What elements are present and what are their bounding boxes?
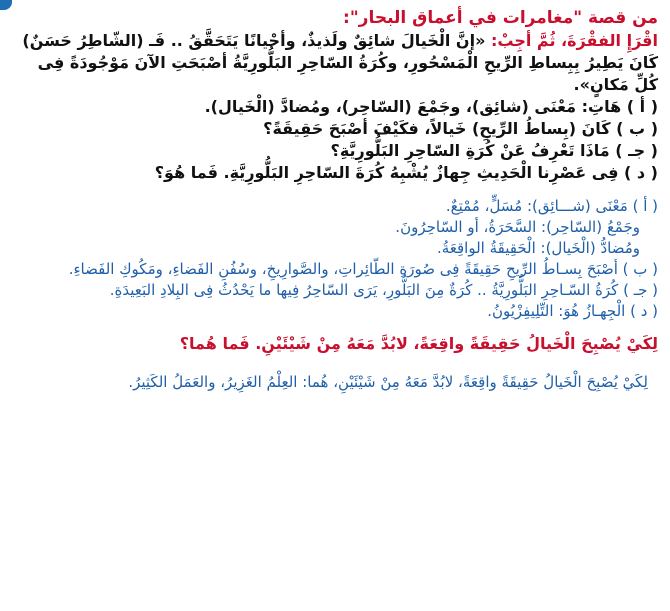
question-c: ( جـ ) مَاذَا تَعْرِفُ عَنْ كُرَةِ السّاحِرِ البَلُّورِيَّةِ؟ <box>330 141 658 160</box>
passage-text: «إنَّ الْخَيالَ شائِقٌ ولَذيذٌ، وأحْيانًا يَتَحَقَّقُ .. فَـ (الشّاطِرُ حَسَنٌ) كَانَ يَطِيرُ بِبِساطِ الرِّيحِ الْمَسْحُورِ، وكُرَةُ السّاحِرِ البَلُّورِيَّةُ أصْبَحَتِ الآنَ مَوْجُودَةً فِى كُلِّ مَكانٍ». <box>22 31 658 94</box>
bonus-question: لِكَيْ يُصْبِحَ الْخَيالُ حَقِيقَةً واقِعَةً، لابُدَّ مَعَهُ مِنْ شَيْئَيْنِ. فَما هُما؟ <box>179 334 658 353</box>
corner-tab-decoration <box>0 0 12 10</box>
question-d: ( د ) فِى عَصْرِنا الْحَدِيثِ جِهازٌ يُشْبِهُ كُرَةَ السّاحِرِ البَلُّورِيَّةِ. فَما هُوَ؟ <box>154 163 658 182</box>
answer-d: ( د ) الْجِهـازُ هُوَ: التِّلِيفِزْيُونُ. <box>487 302 658 320</box>
instruction-label: اقْرَإِ الفقْرَةَ، ثُمَّ أجِبْ: <box>490 31 658 50</box>
answer-b: ( ب ) أصْبَحَ بِسـاطُ الرِّيحِ حَقِيقَةً فِى صُورَةِ الطّائِراتِ، والصَّوارِيخِ، وسُفُنِ الفَضاءِ، ومَكُوكِ الفَضاءِ. <box>68 260 658 278</box>
question-a: ( أ ) هَاتِ: مَعْنَى (شائِق)، وجَمْعَ (السّاحِر)، ومُضادَّ (الْخَيال). <box>204 97 658 116</box>
question-list <box>14 96 658 184</box>
bonus-answer: لِكَيْ يُصْبِحَ الْخَيالُ حَقِيقَةً واقِعَةً، لابُدَّ مَعَهُ مِنْ شَيْئَيْنِ، هُما: العِلْمُ الغَزِيرُ، والعَمَلُ الكَثِيرُ. <box>128 373 648 391</box>
answer-a-plural: وجَمْعُ (السّاحِر): السَّحَرَةُ، أو السّاحِرُونَ. <box>395 218 640 236</box>
answer-a-opposite: ومُضادُّ (الْخَيال): الْحَقِيقَةُ الواقِعَةُ. <box>436 239 640 257</box>
instruction-paragraph <box>14 30 658 96</box>
answer-a-meaning: ( أ ) مَعْنَى (شـــائِق): مُسَلٍّ، مُمْتِعٌ. <box>445 197 658 215</box>
story-title: من قصة "مغامرات في أعماق البحار": <box>343 8 658 28</box>
question-b: ( ب ) كَانَ (بِساطُ الرِّيحِ) خَيالاً، فكَيْفَ أصْبَحَ حَقِيقَةً؟ <box>263 119 658 138</box>
answer-c: ( جـ ) كُرَةُ السّـاحِرِ البَلُّورِيَّةُ .. كُرَةٌ مِنَ البَلُّورِ، يَرَى السّاحِرُ فِيها ما يَحْدُثُ فِى البِلادِ البَعِيدَةِ. <box>109 281 658 299</box>
answers-block <box>14 196 658 322</box>
